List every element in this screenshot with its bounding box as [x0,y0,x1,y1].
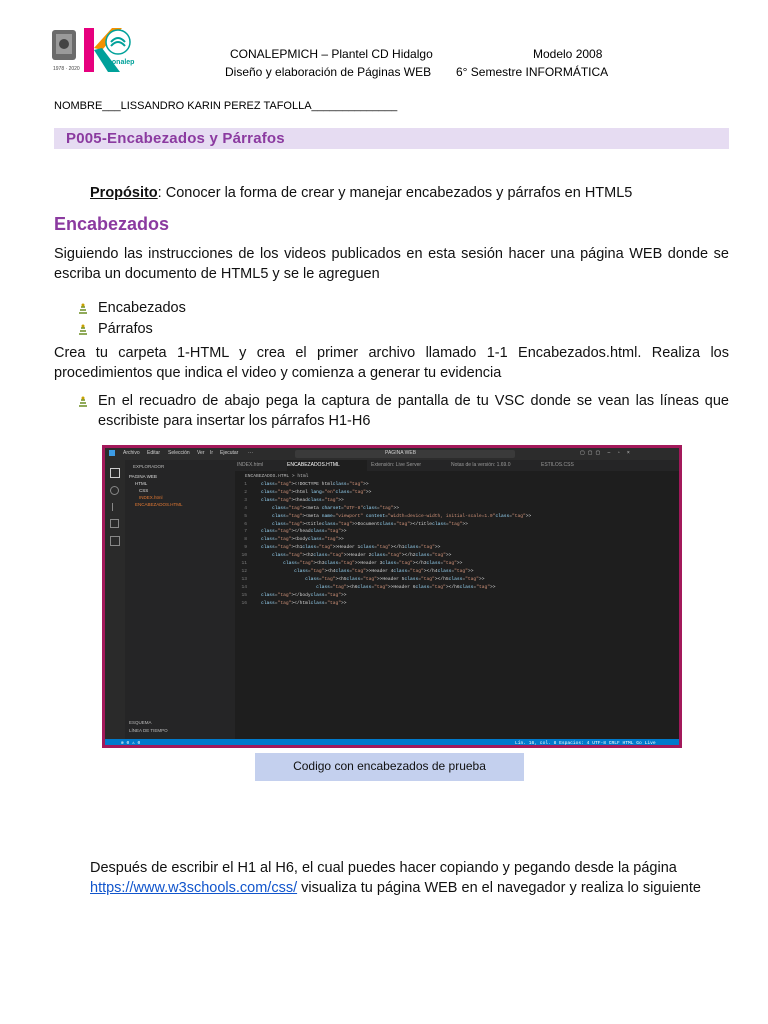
code-text: class="tag"><h4class="tag">>Header 4class="tag"></h4class="tag">> [294,568,474,574]
line-number: 13 [241,576,247,582]
code-text: class="tag"></headclass="tag">> [261,529,347,535]
semester-label: 6° Semestre INFORMÁTICA [456,65,609,79]
code-text: class="tag"></htmlclass="tag">> [261,600,347,606]
code-line [235,560,655,568]
course-name: Diseño y elaboración de Páginas WEB [225,65,432,79]
list-item-label: Párrafos [98,320,153,337]
line-number: 11 [241,561,247,567]
code-text: class="tag"><h3class="tag">>Header 3class="tag"></h3class="tag">> [283,561,463,567]
purpose-label: Propósito [90,185,158,201]
code-text: class="tag"><headclass="tag">> [261,497,344,503]
line-number: 8 [244,537,247,543]
bullet-icon [78,323,88,335]
menu-ir: Ir [210,450,214,456]
code-text: class="tag"><h1class="tag">>Header 1class="tag"></h1class="tag">> [261,545,441,551]
vscode-search-text: PAGINA WEB [385,450,417,456]
instructions-paragraph: Crea tu carpeta 1-HTML y crea el primer archivo llamado 1-1 Encabezados.html. Realiza los procedimientos que indica el video y comienza a generar tu evidencia [54,345,729,381]
code-text: class="tag"><html lang="en"class="tag">> [261,489,372,495]
source-control-icon [112,503,120,511]
code-editor [235,481,655,608]
list-item [78,318,186,339]
run-icon [110,519,119,528]
line-number: 7 [244,529,247,535]
code-line [235,513,655,521]
code-text: class="tag"><h6class="tag">>Header 6class="tag"></h6class="tag">> [316,584,496,590]
after-text-2: visualiza tu página WEB en el navegador y realiza lo siguiente [297,880,701,896]
task-item [78,391,729,431]
code-text: class="tag"><h2class="tag">>Header 2class="tag"></h2class="tag">> [272,553,452,559]
code-line [235,552,655,560]
code-text: class="tag"><bodyclass="tag">> [261,537,344,543]
menu-ejecutar: Ejecutar [220,450,239,456]
status-problems: ⊗ 0 ⚠ 0 [121,741,141,746]
menu-editar: Editar [147,450,161,456]
code-line [235,600,655,608]
menu-archivo: Archivo [123,450,140,456]
line-number: 2 [244,489,247,495]
code-line [235,536,655,544]
line-number: 10 [241,553,247,559]
line-number: 9 [244,545,247,551]
code-text: class="tag"><h5class="tag">>Header 5class="tag"></h5class="tag">> [305,576,485,582]
tree-item: ENCABEZADOS.HTML [135,502,183,507]
breadcrumb: ENCABEZADOS.HTML > html [245,474,309,479]
code-line [235,528,655,536]
bullet-icon [78,302,88,314]
search-icon [110,486,119,495]
code-line [235,544,655,552]
line-number: 1 [244,482,247,487]
model-label: Modelo 2008 [533,47,603,61]
list-item-label: Encabezados [98,299,186,316]
extensions-icon [110,536,120,546]
line-number: 5 [244,513,247,519]
tab-release-notes: Notas de la versión: 1.69.0 [451,462,511,468]
after-paragraph [90,858,730,898]
purpose-text: : Conocer la forma de crear y manejar encabezados y párrafos en HTML5 [157,185,633,201]
menu-ver: Ver [197,450,205,456]
seal-text: 1978 · 2020 [53,66,80,72]
menu-seleccion: Selección [168,450,190,456]
code-line [235,489,655,497]
practice-title: P005-Encabezados y Párrafos [66,130,285,147]
code-line [235,576,655,584]
menu-more: ··· [248,450,253,456]
tree-item: PAGINA WEB [129,474,157,479]
w3schools-link[interactable]: https://www.w3schools.com/css/ [90,880,298,896]
files-icon [110,468,120,478]
line-number: 4 [244,505,247,511]
vscode-screenshot [102,445,682,748]
institution-name: CONALEPMICH – Plantel CD Hidalgo [230,47,433,61]
code-line [235,521,655,529]
explorer-title: EXPLORADOR [133,464,165,469]
status-info: Lín. 16, col. 8 Espacios: 4 UTF-8 CRLF HTML Go Live [515,741,656,746]
tree-item: CSS [139,488,149,493]
line-number: 3 [244,497,247,503]
code-text: class="tag"></bodyclass="tag">> [261,592,347,598]
bullet-list [78,297,186,339]
vscode-activity-bar [105,460,125,740]
section-heading: Encabezados [54,214,170,234]
line-number: 14 [241,584,247,590]
code-line [235,497,655,505]
code-text: class="tag"><titleclass="tag">>Documentclass="tag"></titleclass="tag">> [272,521,468,527]
vscode-explorer [125,460,235,740]
purpose-paragraph [90,183,632,203]
line-number: 12 [241,568,247,574]
line-number: 16 [241,600,247,606]
tab-index: INDEX.html [237,462,264,468]
vscode-icon [109,450,115,456]
tab-estilos: ESTILOS.CSS [541,462,574,468]
window-controls-icon: ▢▢▢ – ▫ × [580,450,633,456]
code-text: class="tag"><!DOCTYPE htmlclass="tag">> [261,482,369,487]
logo-text: conalep [108,59,135,66]
student-name: NOMBRE___LISSANDRO KARIN PEREZ TAFOLLA______________ [54,100,398,112]
code-line [235,584,655,592]
intro-paragraph: Siguiendo las instrucciones de los videos publicados en esta sesión hacer una página WEB donde se escriba un documento de HTML5 y se le agreguen [54,246,729,282]
code-line [235,592,655,600]
list-item [78,297,186,318]
after-text-1: Después de escribir el H1 al H6, el cual puedes hacer copiando y pegando desde la página [90,860,677,876]
task-text: En el recuadro de abajo pega la captura de pantalla de tu VSC donde se vean las líneas que escribiste para insertar los párrafos H1-H6 [98,393,729,429]
timeline-panel: LÍNEA DE TIEMPO [129,728,168,733]
tab-live-server: Extensión: Live Server [371,462,422,468]
line-number: 15 [241,592,247,598]
code-text: class="tag"><meta name="viewport" content="width=device-width, initial-scale=1.0"class="tag">> [272,513,532,519]
conalep-logo [50,24,146,82]
code-line [235,568,655,576]
code-line [235,481,655,489]
tree-item: HTML [135,481,148,486]
bullet-icon [78,395,88,407]
code-text: class="tag"><meta charset="UTF-8"class="tag">> [272,505,399,511]
seal-icon [52,30,76,60]
outline-panel: ESQUEMA [129,720,152,725]
code-line [235,505,655,513]
line-number: 6 [244,521,247,527]
tab-encabezados: ENCABEZADOS.HTML [287,460,367,471]
tree-item: INDEX.html [139,495,163,500]
screenshot-caption: Codigo con encabezados de prueba [293,759,486,773]
